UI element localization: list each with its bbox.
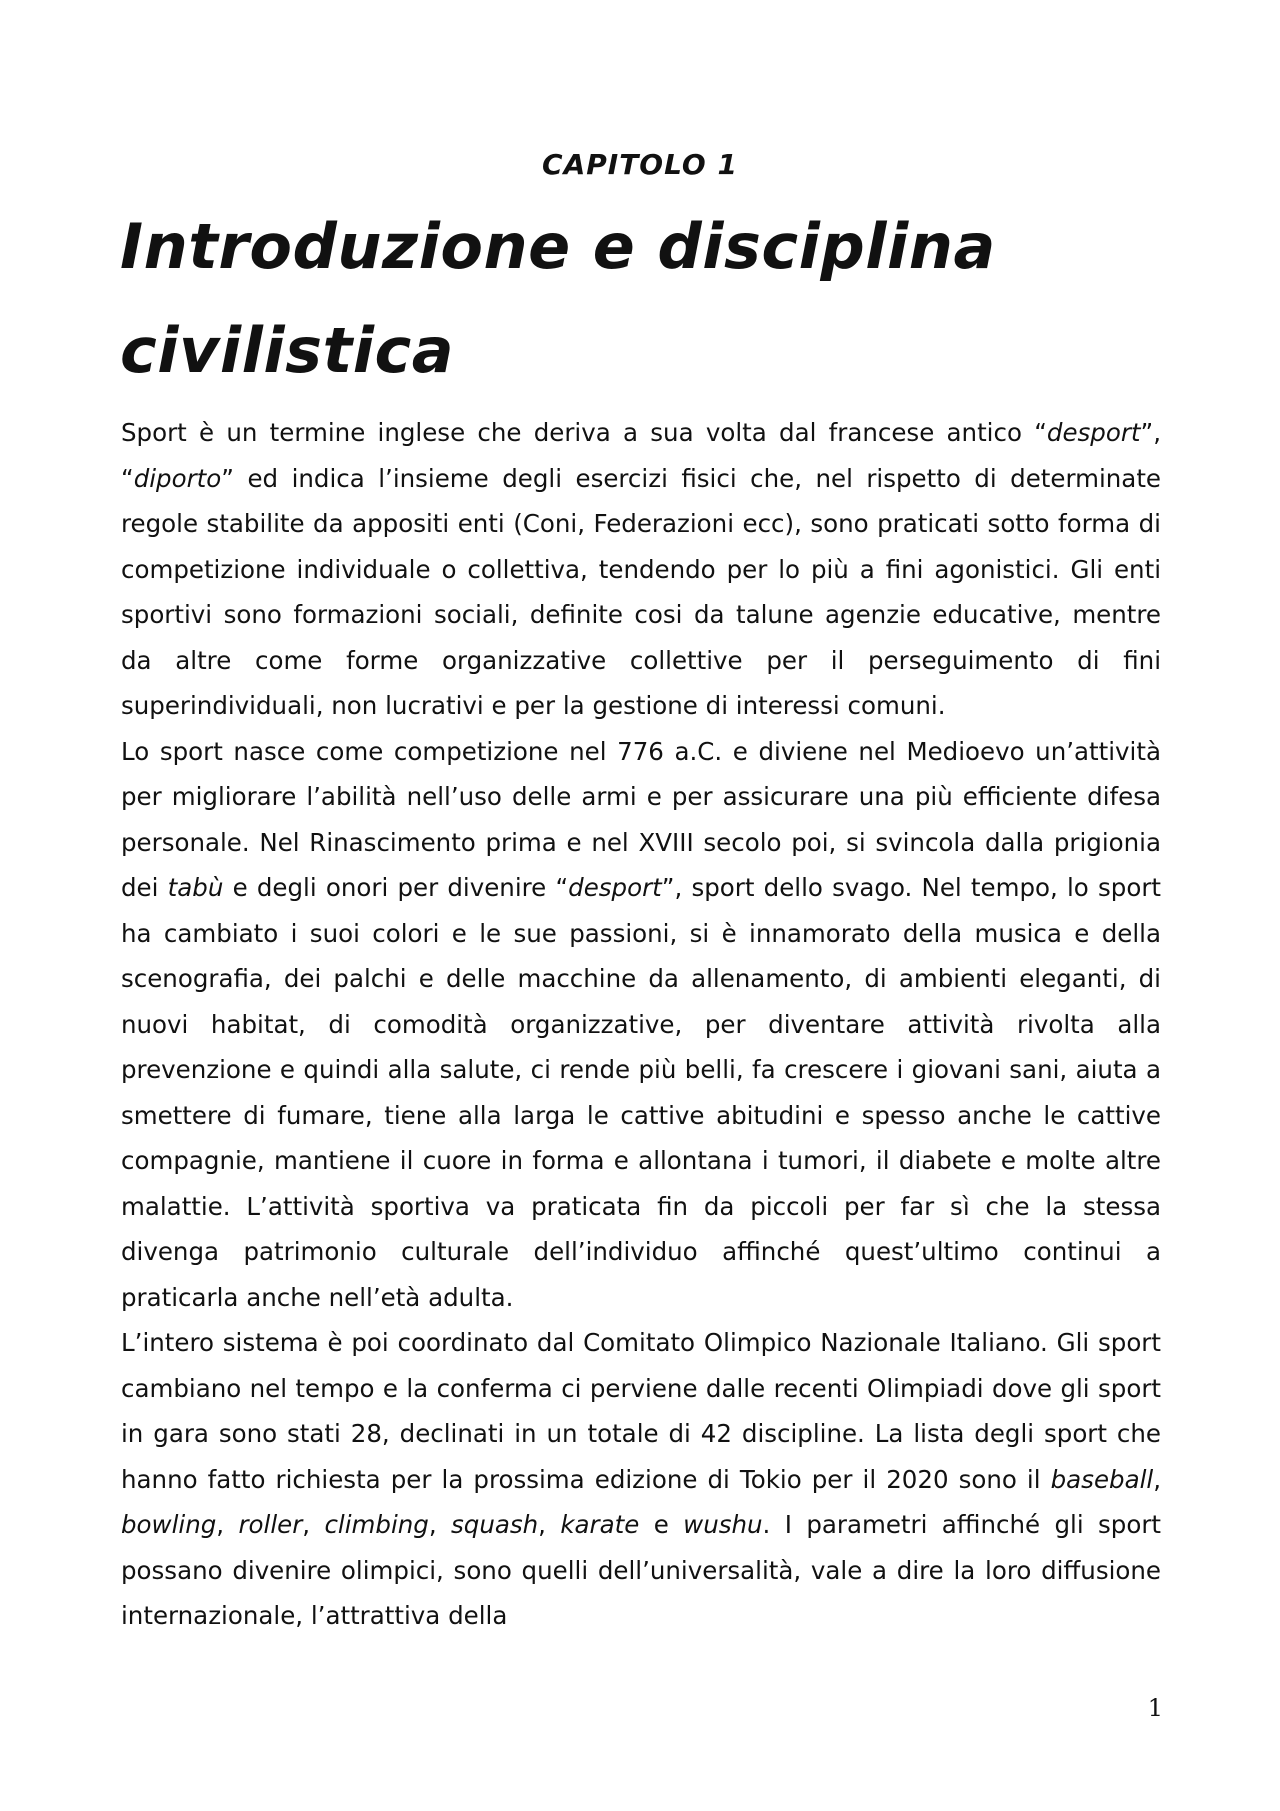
text-run: ” ed indica l’insieme degli esercizi fisici che, nel rispetto di determinate regole stabilite da appositi enti (Coni, Federazioni ecc), sono praticati sotto forma di competizione individuale o collettiva, tendendo per lo più a fini agonistici. Gli enti sportivi sono formazioni sociali, definite cosi da talune agenzie educative, mentre da altre come forme organizzative collettive per il perseguimento di fini superindividuali, non lucrativi e per la gestione di interessi comuni. [121, 463, 1161, 720]
text-run: L’intero sistema è poi coordinato dal Comitato Olimpico Nazionale Italiano. Gli sport cambiano nel tempo e la conferma ci perviene dalle recenti Olimpiadi dove gli sport in gara sono stati 28, declinati in un totale di 42 discipline. La lista degli sport che hanno fatto richiesta per la prossima edizione di Tokio per il 2020 sono il [121, 1328, 1161, 1494]
text-run: , [302, 1510, 325, 1539]
page-number: 1 [1147, 1694, 1163, 1722]
paragraph [121, 1320, 1161, 1639]
text-run: Sport è un termine inglese che deriva a sua volta dal francese antico “ [121, 418, 1047, 447]
text-run: , [428, 1510, 452, 1539]
italic-run: roller [238, 1510, 303, 1539]
text-run: , [538, 1510, 561, 1539]
italic-run: tabù [167, 873, 224, 902]
text-run: e [639, 1510, 684, 1539]
italic-run: desport [1046, 418, 1141, 447]
text-run: , [216, 1510, 239, 1539]
text-run: e degli onori per divenire “ [223, 873, 569, 902]
paragraph [121, 729, 1161, 1321]
body-text [121, 410, 1161, 1639]
text-run: ”, sport dello svago. Nel tempo, lo sport ha cambiato i suoi colori e le sue passioni, si è innamorato della musica e della scenografia, dei palchi e delle macchine da allenamento, di ambienti eleganti, di nuovi habitat, di comodità organizzative, per diventare attività rivolta alla prevenzione e quindi alla salute, ci rende più belli, fa crescere i giovani sani, aiuta a smettere di fumare, tiene alla larga le cattive abitudini e spesso anche le cattive compagnie, mantiene il cuore in forma e allontana i tumori, il diabete e molte altre malattie. L’attività sportiva va praticata fin da piccoli per far sì che la stessa divenga patrimonio culturale dell’individuo affinché quest’ultimo continui a praticarla anche nell’età adulta. [121, 873, 1161, 1312]
italic-run: diporto [133, 463, 222, 493]
italic-run: wushu [683, 1510, 763, 1539]
text-run: , [1153, 1464, 1161, 1494]
italic-run: desport [568, 873, 662, 902]
chapter-label: CAPITOLO 1 [542, 148, 738, 181]
italic-run: bowling [121, 1510, 217, 1539]
italic-run: baseball [1050, 1464, 1154, 1494]
text-run: . I parametri affinché gli sport possano divenire olimpici, sono quelli dell’universalità, vale a dire la loro diffusione internazionale, l’attrattiva della [121, 1510, 1161, 1630]
italic-run: squash [451, 1510, 539, 1539]
chapter-title: Introduzione e disciplina civilistica [120, 210, 996, 387]
text-run: Lo sport nasce come competizione nel 776 a.C. e diviene nel Medioevo un’attività per migliorare l’abilità nell’uso delle armi e per assicurare una più efficiente difesa personale. Nel Rinascimento prima e nel XVIII secolo poi, si svincola dalla prigionia dei [121, 736, 1161, 902]
italic-run: climbing [324, 1510, 429, 1539]
italic-run: karate [560, 1510, 640, 1539]
paragraph [121, 410, 1161, 729]
text-run: ”, “ [121, 418, 1161, 493]
